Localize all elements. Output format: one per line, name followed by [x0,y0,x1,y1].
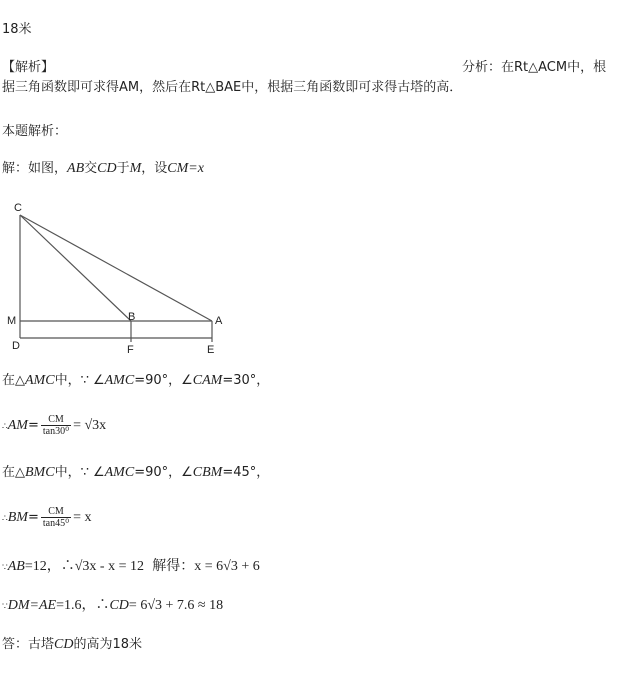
eq1-denominator: tan30⁰ [42,425,70,437]
analysis-line1: 分析：在Rt△ACM中，根 [462,60,607,75]
eq3-lhs: AB [7,559,25,574]
final-cd: CD [54,637,74,652]
eq2-lhs: BM [7,510,28,525]
intro-seg-cm: CM=x [167,161,204,176]
analysis-heading: 【解析】 [2,60,55,75]
equation-cd [2,598,223,614]
step1-t4: =30°， [222,373,270,388]
segment-cb [20,215,131,321]
eq2-rhs: = x [73,510,92,525]
label-a: A [215,315,223,327]
segment-ca [20,215,212,321]
final-t2: 的高为18米 [73,637,143,652]
step2-t1: 在△ [2,465,25,480]
eq3-mid: =12，∴√3x - x = 12 [24,559,144,574]
eq2-therefore: ∴ [2,513,8,523]
equation-am [2,412,106,440]
geometry-figure [0,195,230,360]
step2-t4: =45°， [222,465,270,480]
eq4-lhs: DM=AE [7,598,57,613]
label-c: C [14,202,22,214]
solution-label: 本题解析： [2,124,68,139]
analysis-line2: 据三角函数即可求得AM，然后在Rt△BAE中，根据三角函数即可求得古塔的高． [2,80,463,95]
eq2-equals: = [27,510,39,525]
step1-t1: 在△ [2,373,25,388]
label-d: D [12,340,20,352]
eq1-equals: = [27,418,39,433]
step1-cam: CAM [192,373,223,388]
final-answer [2,637,142,653]
step1-line [2,373,269,389]
eq3-solve: 解得：x = 6√3 + 6 [152,559,260,574]
equation-bm [2,504,92,532]
intro-line [2,161,204,177]
eq4-cd: CD [109,598,129,613]
intro-seg-m: M [129,161,142,176]
eq4-rhs: = 6√3 + 7.6 ≈ 18 [128,598,224,613]
eq1-rhs: = √3x [73,418,107,433]
eq2-fraction [41,506,71,530]
intro-prefix: 解：如图， [2,161,68,176]
step2-cbm: CBM [192,465,223,480]
step1-amc: AMC [25,373,55,388]
intro-t3: ，设 [141,161,168,176]
eq1-lhs: AM [7,418,28,433]
step2-amc: AMC [104,465,135,480]
intro-seg-ab: AB [67,161,85,176]
label-m: M [7,315,17,327]
step2-bmc: BMC [25,465,55,480]
label-e: E [207,344,215,356]
eq2-numerator: CM [41,506,71,518]
step2-t2: 中，∵ ∠ [54,465,105,480]
intro-t1: 交 [84,161,98,176]
eq2-denominator: tan45⁰ [42,517,70,529]
intro-t2: 于 [116,161,130,176]
final-t1: 答：古塔 [2,637,55,652]
eq3-because: ∵ [2,562,8,572]
equation-ab [2,559,260,575]
step1-t2: 中，∵ ∠ [54,373,105,388]
step1-t3: =90°，∠ [134,373,193,388]
label-f: F [127,344,134,356]
label-b: B [128,311,136,323]
eq1-therefore: ∴ [2,421,8,431]
eq1-fraction [41,414,71,438]
intro-seg-cd: CD [97,161,117,176]
answer-top: 18米 [2,22,32,37]
eq1-numerator: CM [41,414,71,426]
step2-t3: =90°，∠ [134,465,193,480]
step1-amc2: AMC [104,373,135,388]
eq4-mid: =1.6，∴ [56,598,110,613]
step2-line [2,465,269,481]
eq4-because: ∵ [2,601,8,611]
